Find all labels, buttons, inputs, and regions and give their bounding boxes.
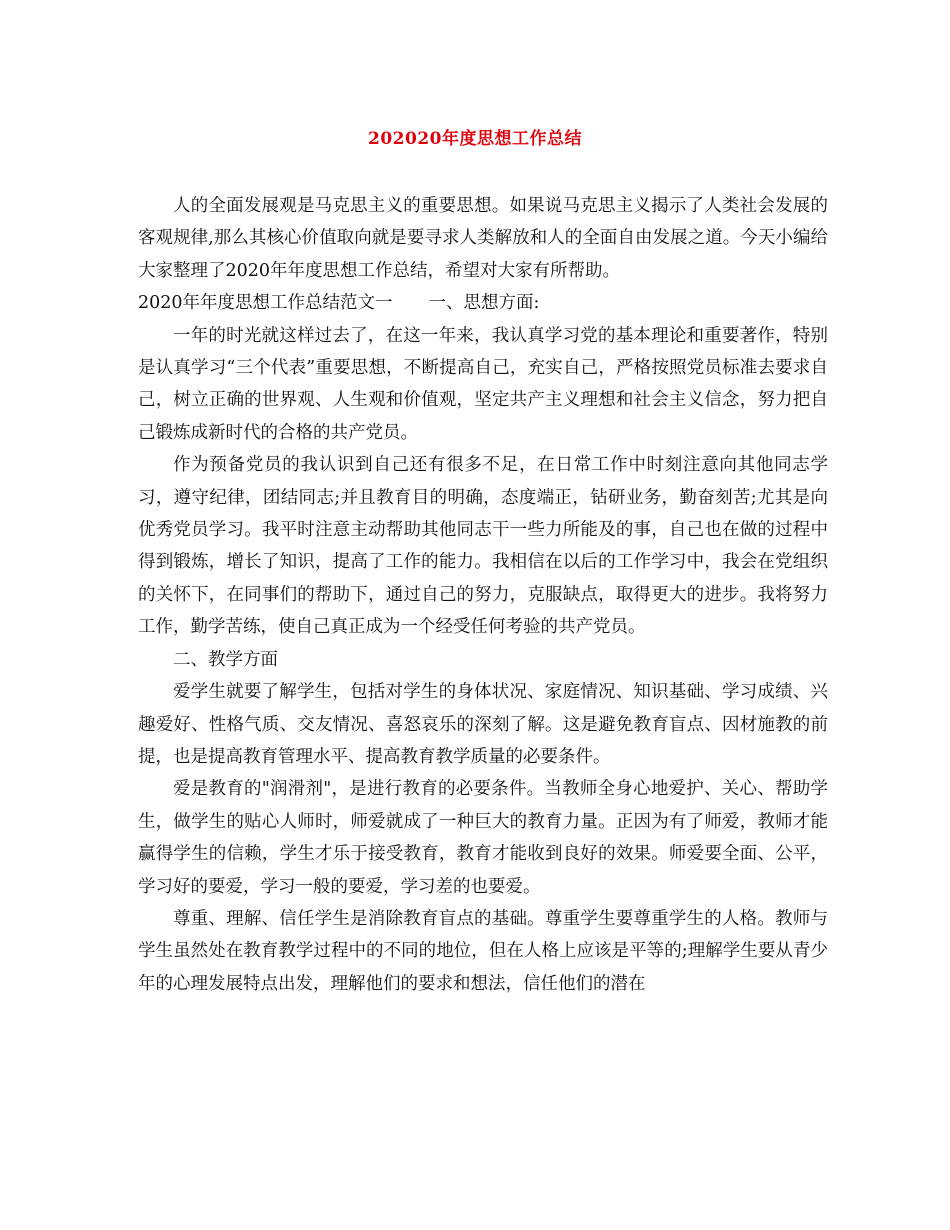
paragraph-thought-1: 一年的时光就这样过去了，在这一年来，我认真学习党的基本理论和重要著作，特别是认真学习“三个代表”重要思想，不断提高自己，充实自己，严格按照党员标准去要求自己，树立正确的世界观、人生观和价值观，坚定共产主义理想和社会主义信念，努力把自己锻炼成新时代的合格的共产党员。 xyxy=(138,325,828,443)
paragraph-teaching-1: 爱学生就要了解学生，包括对学生的身体状况、家庭情况、知识基础、学习成绩、兴趣爱好、性格气质、交友情况、喜怒哀乐的深刻了解。这是避免教育盲点、因材施教的前提，也是提高教育管理水平、提高教育教学质量的必要条件。 xyxy=(138,682,828,767)
sample-heading: 2020年年度思想工作总结范文一 xyxy=(138,293,393,314)
document-body xyxy=(138,190,828,1000)
section-heading-line xyxy=(138,287,828,319)
paragraph-teaching-3: 尊重、理解、信任学生是消除教育盲点的基础。尊重学生要尊重学生的人格。教师与学生虽然处在教育教学过程中的不同的地位，但在人格上应该是平等的;理解学生要从青少年的心理发展特点出发，理解他们的要求和想法，信任他们的潜在 xyxy=(138,908,828,994)
paragraph-intro: 人的全面发展观是马克思主义的重要思想。如果说马克思主义揭示了人类社会发展的客观规律,那么其核心价值取向就是要寻求人类解放和人的全面自由发展之道。今天小编给大家整理了2020年年度思想工作总结，希望对大家有所帮助。 xyxy=(138,196,828,281)
section-heading-teaching: 二、教学方面 xyxy=(173,649,278,670)
document-title: 202020年度思想工作总结 xyxy=(368,129,582,149)
section-heading-thought: 一、思想方面: xyxy=(428,293,540,314)
paragraph-teaching-2: 爱是教育的"润滑剂"，是进行教育的必要条件。当教师全身心地爱护、关心、帮助学生，做学生的贴心人师时，师爱就成了一种巨大的教育力量。正因为有了师爱，教师才能赢得学生的信赖，学生才乐于接受教育，教育才能收到良好的效果。师爱要全面、公平，学习好的要爱，学习一般的要爱，学习差的也要爱。 xyxy=(138,779,828,897)
paragraph-thought-2: 作为预备党员的我认识到自己还有很多不足，在日常工作中时刻注意向其他同志学习，遵守纪律，团结同志;并且教育目的明确，态度端正，钻研业务，勤奋刻苦;尤其是向优秀党员学习。我平时注意主动帮助其他同志干一些力所能及的事，自己也在做的过程中得到锻炼，增长了知识，提高了工作的能力。我相信在以后的工作学习中，我会在党组织的关怀下，在同事们的帮助下，通过自己的努力，克服缺点，取得更大的进步。我将努力工作，勤学苦练，使自己真正成为一个经受任何考验的共产党员。 xyxy=(138,455,828,638)
